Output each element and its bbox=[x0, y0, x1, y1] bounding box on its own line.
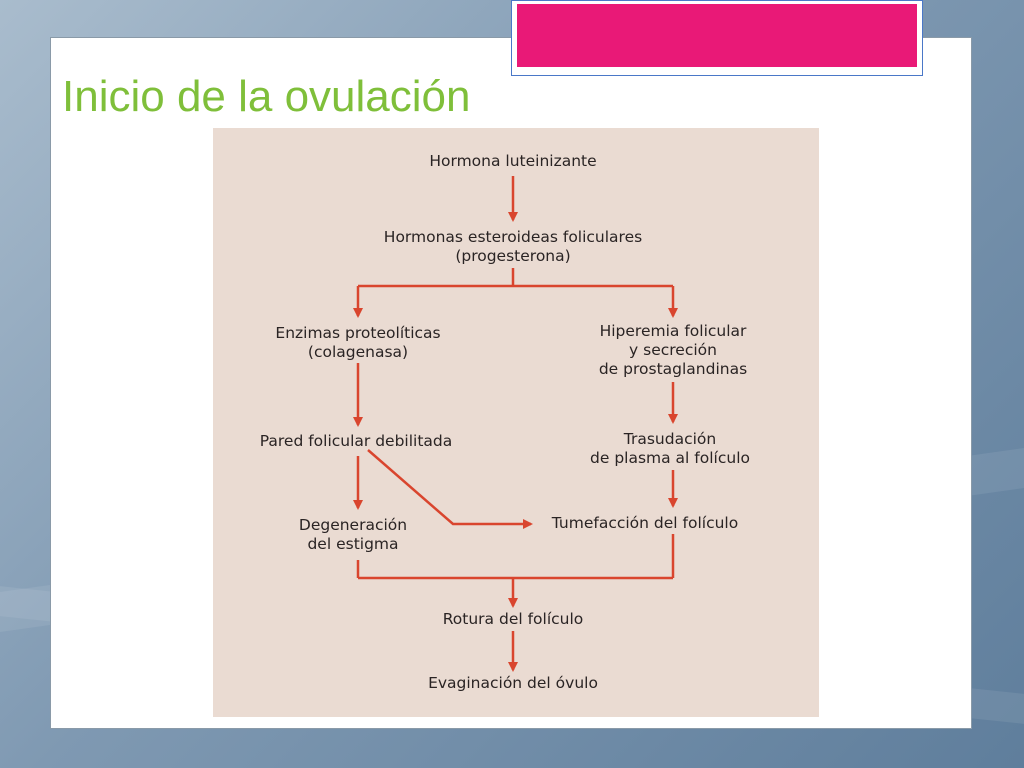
node-label-line: Hiperemia folicular bbox=[599, 322, 747, 340]
node-label: Hormona luteinizante bbox=[429, 152, 597, 170]
node-label-line: y secreción bbox=[629, 341, 717, 359]
node-label: Evaginación del óvulo bbox=[428, 674, 598, 692]
node-label-line: de plasma al folículo bbox=[590, 449, 750, 467]
node-label-line: Trasudación bbox=[623, 430, 717, 448]
node-tumefaccion bbox=[552, 514, 738, 533]
node-label-line: (progesterona) bbox=[455, 247, 571, 265]
slide-title: Inicio de la ovulación bbox=[62, 72, 471, 121]
accent-tab-fill bbox=[517, 4, 917, 67]
node-label: Pared folicular debilitada bbox=[259, 432, 453, 450]
node-trasudacion bbox=[590, 430, 750, 468]
node-label-line: Degeneración bbox=[298, 516, 408, 534]
node-hiperemia-folicular bbox=[599, 322, 747, 379]
node-hormonas-esteroideas bbox=[384, 228, 642, 266]
node-label-line: Hormonas esteroideas foliculares bbox=[383, 228, 643, 246]
ovulation-flow-diagram bbox=[213, 128, 819, 717]
node-rotura-foliculo bbox=[443, 610, 584, 629]
node-enzimas-proteoliticas bbox=[275, 324, 440, 362]
arrow-pared-to-tumefaccion bbox=[368, 450, 531, 524]
node-label-line: Enzimas proteolíticas bbox=[275, 324, 441, 342]
node-label-line: del estigma bbox=[307, 535, 399, 553]
accent-tab bbox=[511, 0, 923, 76]
node-evaginacion-ovulo bbox=[428, 674, 598, 693]
node-label-line: de prostaglandinas bbox=[598, 360, 748, 378]
node-label: Rotura del folículo bbox=[442, 610, 584, 628]
node-degeneracion-estigma bbox=[299, 516, 407, 554]
node-label-line: (colagenasa) bbox=[307, 343, 409, 361]
node-pared-folicular bbox=[260, 432, 453, 451]
node-hormona-luteinizante bbox=[429, 152, 596, 171]
node-label: Tumefacción del folículo bbox=[551, 514, 739, 532]
